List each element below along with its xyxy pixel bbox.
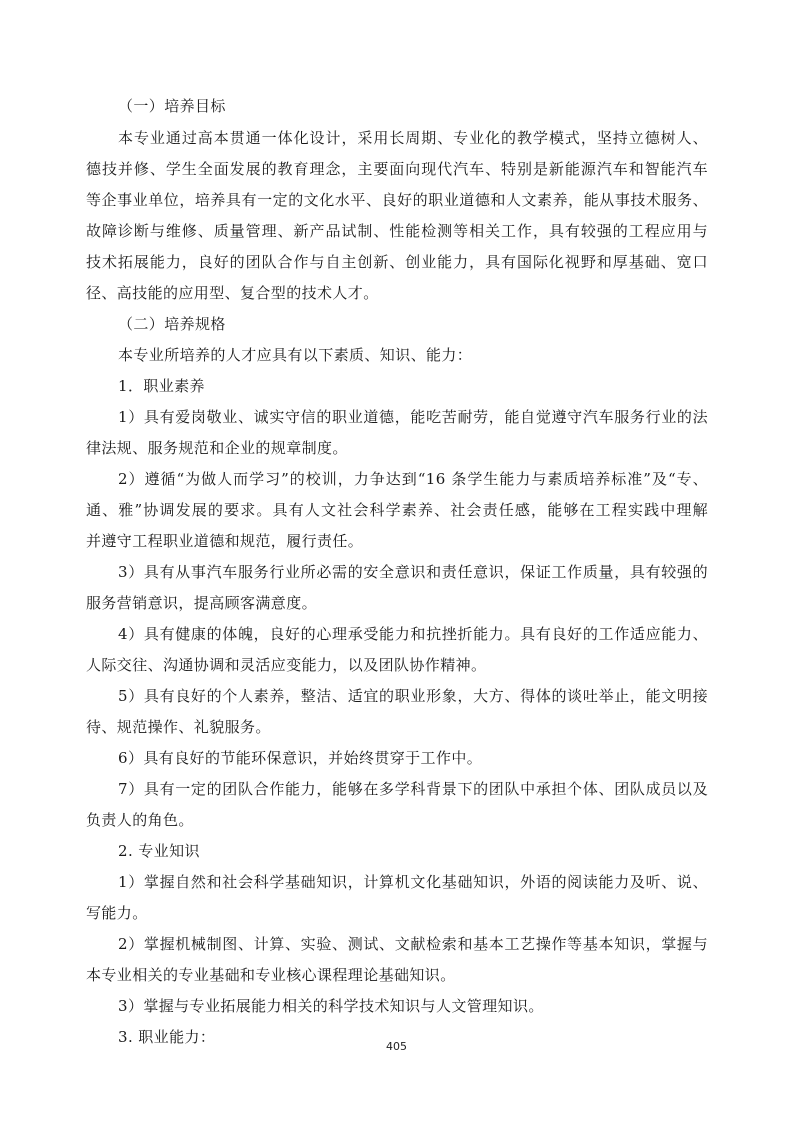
subheading-professional-quality: 1．职业素养	[118, 377, 205, 395]
section-heading-training-specification: （二）培养规格	[118, 315, 226, 333]
paragraph-line: 本专业所培养的人才应具有以下素质、知识、能力：	[118, 346, 473, 364]
list-item-line: 写能力。	[86, 904, 148, 922]
list-item-line: 2）遵循“为做人而学习”的校训，力争达到“16 条学生能力与素质培养标准”及“专、	[118, 470, 708, 488]
list-item-line: 待、规范操作、礼貌服务。	[86, 718, 271, 736]
paragraph-line: 本专业通过高本贯通一体化设计，采用长周期、专业化的教学模式，坚持立德树人、	[118, 129, 708, 147]
section-heading-training-objective: （一）培养目标	[118, 97, 226, 115]
list-item-line: 负责人的角色。	[86, 811, 194, 829]
list-item-line: 3）掌握与专业拓展能力相关的科学技术知识与人文管理知识。	[118, 997, 544, 1015]
list-item-line: 1）掌握自然和社会科学基础知识，计算机文化基础知识，外语的阅读能力及听、说、	[118, 873, 708, 891]
list-item-line: 3）具有从事汽车服务行业所必需的安全意识和责任意识，保证工作质量，具有较强的	[118, 563, 708, 581]
list-item-line: 人际交往、沟通协调和灵活应变能力，以及团队协作精神。	[86, 656, 487, 674]
list-item-line: 5）具有良好的个人素养，整洁、适宜的职业形象，大方、得体的谈吐举止，能文明接	[118, 687, 708, 705]
list-item-line: 7）具有一定的团队合作能力，能够在多学科背景下的团队中承担个体、团队成员以及	[118, 780, 708, 798]
list-item-line: 律法规、服务规范和企业的规章制度。	[86, 439, 348, 457]
paragraph-line: 故障诊断与维修、质量管理、新产品试制、性能检测等相关工作，具有较强的工程应用与	[86, 222, 708, 240]
list-item-line: 1）具有爱岗敬业、诚实守信的职业道德，能吃苦耐劳，能自觉遵守汽车服务行业的法	[118, 408, 708, 426]
page-number: 405	[386, 1040, 407, 1053]
list-item-line: 本专业相关的专业基础和专业核心课程理论基础知识。	[86, 966, 456, 984]
list-item-line: 4）具有健康的体魄，良好的心理承受能力和抗挫折能力。具有良好的工作适应能力、	[118, 625, 708, 643]
paragraph-line: 径、高技能的应用型、复合型的技术人才。	[86, 284, 379, 302]
paragraph-line: 等企事业单位，培养具有一定的文化水平、良好的职业道德和人文素养，能从事技术服务、	[86, 191, 708, 209]
paragraph-line: 技术拓展能力，良好的团队合作与自主创新、创业能力，具有国际化视野和厚基础、宽口	[86, 253, 708, 271]
paragraph-line: 德技并修、学生全面发展的教育理念，主要面向现代汽车、特别是新能源汽车和智能汽车	[86, 160, 708, 178]
list-item-line: 服务营销意识，提高顾客满意度。	[86, 594, 318, 612]
subheading-professional-knowledge: 2. 专业知识	[118, 842, 200, 860]
list-item-line: 2）掌握机械制图、计算、实验、测试、文献检索和基本工艺操作等基本知识，掌握与	[118, 935, 708, 953]
subheading-professional-ability: 3. 职业能力：	[118, 1028, 216, 1046]
list-item-line: 并遵守工程职业道德和规范，履行责任。	[86, 532, 364, 550]
list-item-line: 6）具有良好的节能环保意识，并始终贯穿于工作中。	[118, 749, 483, 767]
list-item-line: 通、雅”协调发展的要求。具有人文社会科学素养、社会责任感，能够在工程实践中理解	[86, 501, 708, 519]
